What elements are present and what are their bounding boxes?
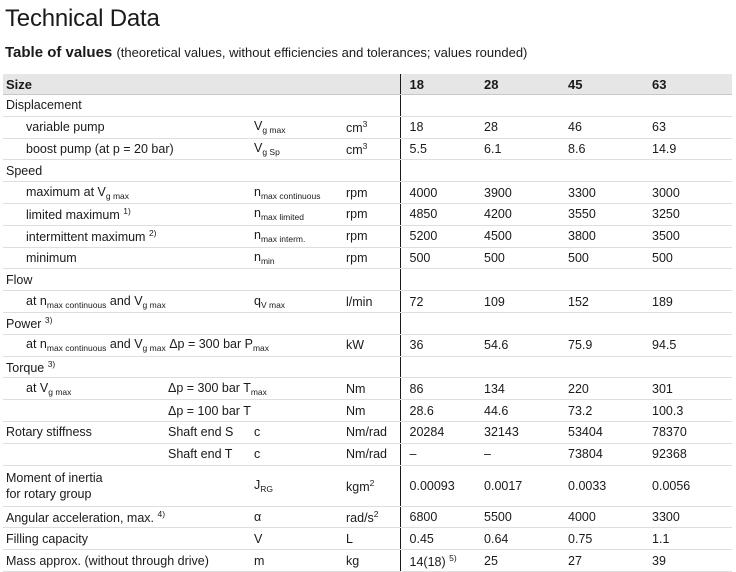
value-cell: 3550 <box>568 203 652 225</box>
row-symbol: m <box>254 550 346 572</box>
table-caption <box>5 44 527 61</box>
header-row <box>3 74 732 95</box>
row-label: at $n_{max continuous}$ and $V_{g max}$ Δp = 300 bar $P_{max}$ <box>3 334 254 356</box>
caption-bold: Table of values <box>5 44 113 61</box>
row-symbol: α <box>254 506 346 528</box>
table-row <box>3 400 732 422</box>
value-cell: 75.9 <box>568 334 652 356</box>
value-cell: 6.1 <box>484 138 568 160</box>
row-label: Rotary stiffness <box>3 421 168 443</box>
value-cell: 73.2 <box>568 400 652 422</box>
row-unit: L <box>346 528 400 550</box>
row-label: Filling capacity <box>3 528 254 550</box>
row-label: Moment of inertia for rotary group <box>3 465 254 506</box>
table-row <box>3 203 732 225</box>
value-cell: 109 <box>484 291 568 313</box>
row-symbol: c <box>254 421 346 443</box>
table-row <box>3 247 732 269</box>
table-row <box>3 269 732 291</box>
value-cell: 5200 <box>400 225 484 247</box>
value-cell: 86 <box>400 378 484 400</box>
value-cell: 3000 <box>652 182 732 204</box>
table-row <box>3 116 732 138</box>
row-unit: Nm <box>346 400 400 422</box>
value-cell: 78370 <box>652 421 732 443</box>
value-cell: 500 <box>568 247 652 269</box>
value-cell: 4500 <box>484 225 568 247</box>
row-condition: Δp = 100 bar T <box>168 400 346 422</box>
value-cell: 0.00093 <box>400 465 484 506</box>
row-unit: rad/$s^2$ <box>346 506 400 528</box>
row-unit: rpm <box>346 247 400 269</box>
value-cell: 39 <box>652 550 732 572</box>
size-63-header: 63 <box>652 74 732 95</box>
table-row <box>3 550 732 572</box>
size-28-header: 28 <box>484 74 568 95</box>
page-title: Technical Data <box>5 5 160 32</box>
row-symbol: c <box>254 443 346 465</box>
table-row <box>3 465 732 506</box>
value-cell: 1.1 <box>652 528 732 550</box>
value-cell: 8.6 <box>568 138 652 160</box>
row-symbol: $n_{max interm.}$ <box>254 225 346 247</box>
table-row <box>3 312 732 334</box>
table-row <box>3 528 732 550</box>
value-cell: 3800 <box>568 225 652 247</box>
technical-data-table <box>3 74 732 572</box>
value-cell: 5500 <box>484 506 568 528</box>
value-cell: 73804 <box>568 443 652 465</box>
row-unit: kg <box>346 550 400 572</box>
value-cell: 0.75 <box>568 528 652 550</box>
value-cell: 20284 <box>400 421 484 443</box>
value-cell: 4850 <box>400 203 484 225</box>
row-label: minimum <box>3 247 254 269</box>
value-cell: 0.64 <box>484 528 568 550</box>
row-symbol: $V_{g Sp}$ <box>254 138 346 160</box>
value-cell: 46 <box>568 116 652 138</box>
value-cell: 220 <box>568 378 652 400</box>
value-cell: 5.5 <box>400 138 484 160</box>
value-cell: 100.3 <box>652 400 732 422</box>
value-cell: 500 <box>484 247 568 269</box>
size-18-header: 18 <box>400 74 484 95</box>
value-cell: 4000 <box>568 506 652 528</box>
row-symbol: $q_{V max}$ <box>254 291 346 313</box>
size-45-header: 45 <box>568 74 652 95</box>
row-symbol: $n_{max limited}$ <box>254 203 346 225</box>
size-header: Size <box>3 74 400 95</box>
row-label: intermittent maximum $^{2)}$ <box>3 225 254 247</box>
row-label: at $V_{g max}$ <box>3 378 168 400</box>
value-cell: 28.6 <box>400 400 484 422</box>
row-label: Torque $^{3)}$ <box>3 356 400 378</box>
row-symbol: $J_{RG}$ <box>254 465 346 506</box>
row-unit: kgm$^2$ <box>346 465 400 506</box>
row-unit: Nm/rad <box>346 421 400 443</box>
row-unit: kW <box>346 334 400 356</box>
value-cell: 500 <box>652 247 732 269</box>
row-unit: $cm^3$ <box>346 138 400 160</box>
table-row <box>3 356 732 378</box>
row-condition: Shaft end T <box>168 443 254 465</box>
value-cell: 0.45 <box>400 528 484 550</box>
row-label: Mass approx. (without through drive) <box>3 550 254 572</box>
value-cell: 28 <box>484 116 568 138</box>
row-label: Speed <box>3 160 400 182</box>
row-unit: rpm <box>346 182 400 204</box>
table-row <box>3 506 732 528</box>
value-cell: 3300 <box>568 182 652 204</box>
value-cell: 36 <box>400 334 484 356</box>
table-row <box>3 334 732 356</box>
row-label: variable pump <box>3 116 254 138</box>
value-cell: 44.6 <box>484 400 568 422</box>
row-label: Displacement <box>3 95 400 117</box>
caption-note: (theoretical values, without efficiencies and tolerances; values rounded) <box>116 45 528 60</box>
value-cell: 92368 <box>652 443 732 465</box>
value-cell: 53404 <box>568 421 652 443</box>
table-row <box>3 421 732 443</box>
row-label: Angular acceleration, max. $^{4)}$ <box>3 506 254 528</box>
value-cell: 54.6 <box>484 334 568 356</box>
row-symbol: V <box>254 528 346 550</box>
row-unit: l/min <box>346 291 400 313</box>
value-cell: 27 <box>568 550 652 572</box>
value-cell: 14(18) $^{5)}$ <box>400 550 484 572</box>
row-label: limited maximum $^{1)}$ <box>3 203 254 225</box>
value-cell: 18 <box>400 116 484 138</box>
table-row <box>3 182 732 204</box>
value-cell: 3250 <box>652 203 732 225</box>
value-cell: 14.9 <box>652 138 732 160</box>
row-unit: $cm^3$ <box>346 116 400 138</box>
table-row <box>3 225 732 247</box>
value-cell: 134 <box>484 378 568 400</box>
table-row <box>3 443 732 465</box>
row-condition: Shaft end S <box>168 421 254 443</box>
value-cell: 0.0033 <box>568 465 652 506</box>
row-symbol: $n_{min}$ <box>254 247 346 269</box>
row-label: at $n_{max continuous}$ and $V_{g max}$ <box>3 291 254 313</box>
value-cell: – <box>400 443 484 465</box>
value-cell: 25 <box>484 550 568 572</box>
row-unit: Nm/rad <box>346 443 400 465</box>
value-cell: 301 <box>652 378 732 400</box>
value-cell: 63 <box>652 116 732 138</box>
table-row <box>3 378 732 400</box>
value-cell: 72 <box>400 291 484 313</box>
table-row <box>3 138 732 160</box>
value-cell: 32143 <box>484 421 568 443</box>
row-condition: Δp = 300 bar $T_{max}$ <box>168 378 346 400</box>
row-unit: rpm <box>346 225 400 247</box>
value-cell: 3900 <box>484 182 568 204</box>
value-cell: 6800 <box>400 506 484 528</box>
value-cell: 3500 <box>652 225 732 247</box>
row-label: boost pump (at p = 20 bar) <box>3 138 254 160</box>
value-cell: – <box>484 443 568 465</box>
row-label: Power $^{3)}$ <box>3 312 400 334</box>
row-unit: Nm <box>346 378 400 400</box>
row-label: Flow <box>3 269 400 291</box>
value-cell: 4000 <box>400 182 484 204</box>
value-cell: 4200 <box>484 203 568 225</box>
value-cell: 189 <box>652 291 732 313</box>
row-unit: rpm <box>346 203 400 225</box>
value-cell: 0.0056 <box>652 465 732 506</box>
table-row <box>3 291 732 313</box>
row-label: maximum at $V_{g max}$ <box>3 182 254 204</box>
row-symbol: $V_{g max}$ <box>254 116 346 138</box>
table-row <box>3 160 732 182</box>
value-cell: 152 <box>568 291 652 313</box>
row-symbol: $n_{max continuous}$ <box>254 182 346 204</box>
value-cell: 500 <box>400 247 484 269</box>
table-row <box>3 95 732 117</box>
value-cell: 3300 <box>652 506 732 528</box>
value-cell: 0.0017 <box>484 465 568 506</box>
value-cell: 94.5 <box>652 334 732 356</box>
